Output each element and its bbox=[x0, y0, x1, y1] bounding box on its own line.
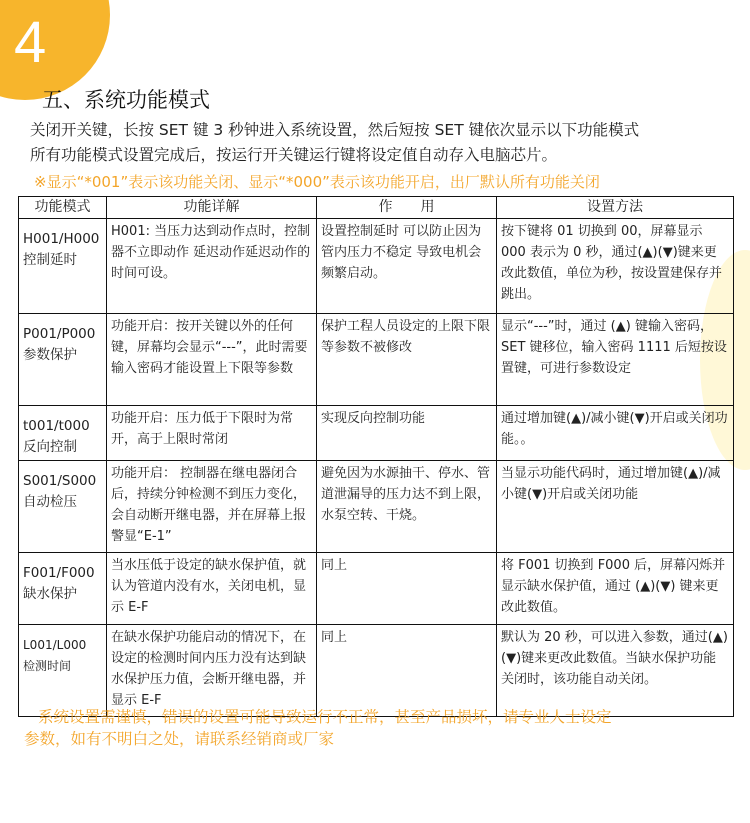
effect-cell: 避免因为水源抽干、停水、管道泄漏导的压力达不到上限，水泵空转、干烧。 bbox=[317, 461, 497, 553]
effect-cell: 实现反向控制功能 bbox=[317, 406, 497, 461]
effect-cell: 保护工程人员设定的上限下限等参数不被修改 bbox=[317, 314, 497, 406]
warning-line: 参数，如有不明白之处，请联系经销商或厂家 bbox=[24, 730, 335, 748]
table-row bbox=[19, 553, 734, 625]
mode-code: H001/H000 bbox=[23, 231, 100, 247]
table-header-row bbox=[19, 197, 734, 219]
table-row bbox=[19, 461, 734, 553]
method-cell: 默认为 20 秒，可以进入参数，通过(▲)(▼)键来更改此数值。当缺水保护功能关闭时，该功能自动关闭。 bbox=[497, 625, 734, 717]
mode-code: P001/P000 bbox=[23, 326, 96, 342]
section-number: 4 bbox=[14, 10, 47, 75]
mode-name: 自动检压 bbox=[23, 494, 77, 510]
table-row bbox=[19, 625, 734, 717]
intro-text bbox=[30, 118, 730, 168]
warning-line: 系统设置需谨慎，错误的设置可能导致运行不正常，甚至产品损坏，请专业人士设定 bbox=[38, 708, 612, 726]
mode-name: 检测时间 bbox=[23, 659, 72, 673]
method-cell: 通过增加键(▲)/减小键(▼)开启或关闭功能。。 bbox=[497, 406, 734, 461]
mode-cell bbox=[19, 625, 107, 717]
default-note: ※显示“*001”表示该功能关闭、显示“*000”表示该功能开启，出厂默认所有功能关闭 bbox=[34, 173, 600, 191]
mode-cell bbox=[19, 553, 107, 625]
detail-cell: 功能开启： 控制器在继电器闭合后，持续分钟检测不到压力变化，会自动断开继电器，并在屏幕上报警显“E-1” bbox=[107, 461, 317, 553]
mode-cell bbox=[19, 219, 107, 314]
effect-cell: 同上 bbox=[317, 553, 497, 625]
mode-cell bbox=[19, 406, 107, 461]
mode-code: L001/L000 bbox=[23, 638, 87, 652]
method-cell: 将 F001 切换到 F000 后，屏幕闪烁并显示缺水保护值，通过 (▲)(▼) 键来更改此数值。 bbox=[497, 553, 734, 625]
column-header: 设置方法 bbox=[497, 197, 734, 219]
intro-line: 关闭开关键，长按 SET 键 3 秒钟进入系统设置，然后短按 SET 键依次显示以下功能模式 bbox=[30, 121, 640, 139]
mode-code: S001/S000 bbox=[23, 473, 97, 489]
method-cell: 显示“---”时，通过 (▲) 键输入密码，SET 键移位，输入密码 1111 后短按设置键，可进行参数设定 bbox=[497, 314, 734, 406]
detail-cell: 在缺水保护功能启动的情况下，在设定的检测时间内压力没有达到缺水保护压力值，会断开继电器，并显示 E-F bbox=[107, 625, 317, 717]
detail-cell: 功能开启：按开关键以外的任何键，屏幕均会显示“---”，此时需要输入密码才能设置上下限等参数 bbox=[107, 314, 317, 406]
mode-cell bbox=[19, 461, 107, 553]
table-row bbox=[19, 314, 734, 406]
mode-name: 缺水保护 bbox=[23, 586, 77, 602]
method-cell: 当显示功能代码时，通过增加键(▲)/减小键(▼)开启或关闭功能 bbox=[497, 461, 734, 553]
column-header: 功能详解 bbox=[107, 197, 317, 219]
column-header: 功能模式 bbox=[19, 197, 107, 219]
detail-cell: H001: 当压力达到动作点时，控制器不立即动作 延迟动作延迟动作的时间可设。 bbox=[107, 219, 317, 314]
intro-line: 所有功能模式设置完成后，按运行开关键运行键将设定值自动存入电脑芯片。 bbox=[30, 146, 558, 164]
warning-text bbox=[24, 706, 734, 750]
mode-cell bbox=[19, 314, 107, 406]
mode-name: 反向控制 bbox=[23, 439, 77, 455]
function-mode-table bbox=[18, 196, 734, 717]
column-header: 作 用 bbox=[317, 197, 497, 219]
effect-cell: 同上 bbox=[317, 625, 497, 717]
detail-cell: 当水压低于设定的缺水保护值，就认为管道内没有水，关闭电机，显示 E-F bbox=[107, 553, 317, 625]
mode-name: 参数保护 bbox=[23, 347, 77, 363]
mode-code: t001/t000 bbox=[23, 418, 90, 434]
detail-cell: 功能开启：压力低于下限时为常开，高于上限时常闭 bbox=[107, 406, 317, 461]
table-row bbox=[19, 406, 734, 461]
mode-name: 控制延时 bbox=[23, 252, 77, 268]
table-row bbox=[19, 219, 734, 314]
section-title: 五、系统功能模式 bbox=[42, 88, 210, 112]
mode-code: F001/F000 bbox=[23, 565, 95, 581]
effect-cell: 设置控制延时 可以防止因为管内压力不稳定 导致电机会频繁启动。 bbox=[317, 219, 497, 314]
method-cell: 按下键将 01 切换到 00，屏幕显示 000 表示为 0 秒，通过(▲)(▼)键来更改此数值，单位为秒，按设置建保存并跳出。 bbox=[497, 219, 734, 314]
